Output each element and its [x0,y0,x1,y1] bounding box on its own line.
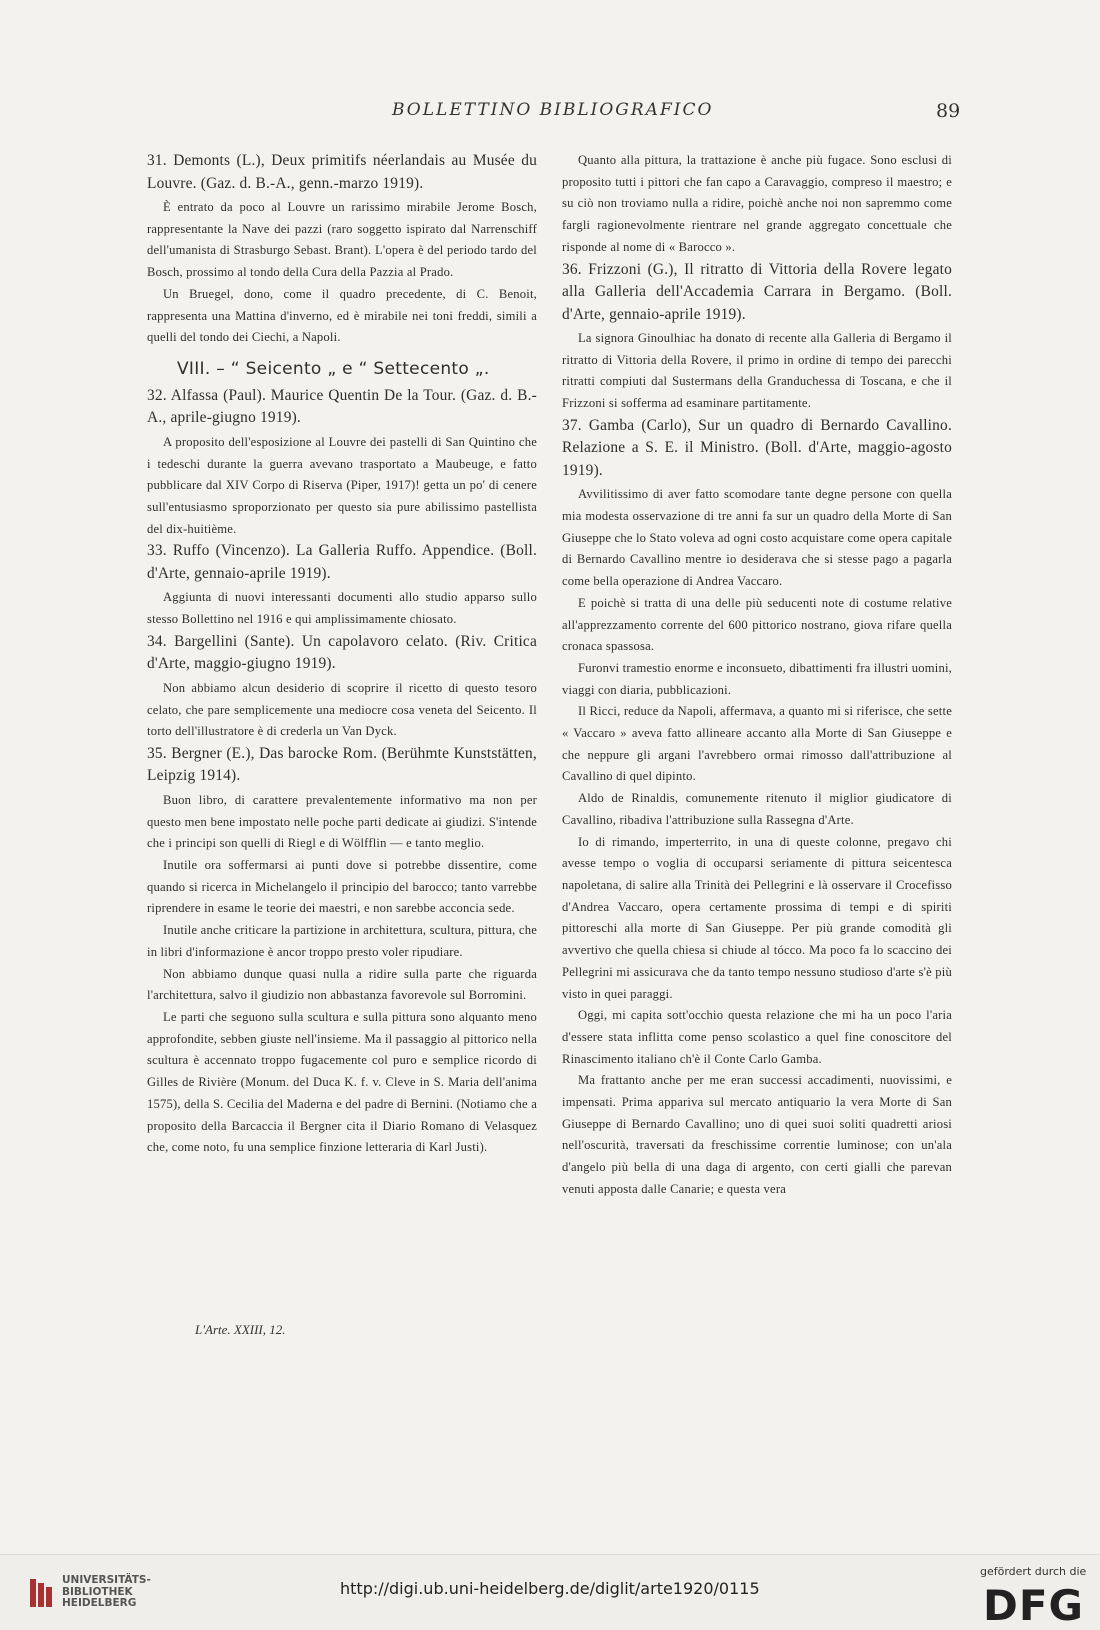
paragraph: Oggi, mi capita sott'occhio questa relazione che mi ha un poco l'aria d'essere stata inflitta come penso scolastico a quel fine conoscitore del Rinascimento italiano ch'è il Conte Carlo Gamba. [562,1008,952,1066]
paragraph: Le parti che seguono sulla scultura e sulla pittura sono alquanto meno approfondite, sebben giuste nell'insieme. Ma il passaggio al pittorico nella scultura è accennato troppo fugacemente col puro e semplice ricordo di Gilles de Rivière (Monum. del Duca K. f. v. Cleve in S. Maria dell'anima 1575), della S. Cecilia del Maderna e del padre di Bernini. (Notiamo che a proposito della Barcaccia il Bergner cita il Diario Romano di Velasquez che, come noto, fu una semplice finzione letteraria di Karl Justi). [147,1009,537,1155]
paragraph: Un Bruegel, dono, come il quadro precedente, di C. Benoit, rappresenta una Mattina d'inverno, ed è mirabile nei toni freddi, simili a quelli del tondo dei Ciechi, a Napoli. [147,286,537,345]
running-header: BOLLETTINO BIBLIOGRAFICO [392,100,714,120]
viewer-footer [0,1554,1100,1630]
paragraph: Non abbiamo dunque quasi nulla a ridire sulla parte che riguarda l'architettura, salvo il giudizio non abbastanza favorevole sul Borromini. [147,966,537,1003]
signature-mark: L'Arte. XXIII, 12. [195,1322,286,1337]
library-line-2: BIBLIOTHEK [62,1585,133,1598]
library-line-3: HEIDELBERG [62,1597,137,1609]
paragraph: Buon libro, di carattere prevalentemente informativo ma non per questo men bene impostato nelle poche parti dedicate ai giudizi. S'intende che i principi son quelli di Riegl e di Wölfflin — e tanto meglio. [147,792,537,851]
section-heading: VIII. – “ Seicento „ e “ Settecento „. [177,358,490,379]
page-number: 89 [936,100,961,122]
paragraph: A proposito dell'esposizione al Louvre dei pastelli di San Quintino che i tedeschi durante la guerra avevano trasportato a Maubeuge, e fatto pubblicare dal XIV Corpo di Riserva (Piper, 1917)! getta un po' di cenere sull'entusiasmo sproporzionato per questo sia pure abilissimo pastellista del dix-huitième. [147,434,537,536]
right-column [562,150,952,1201]
paragraph: Io di rimando, imperterrito, in una di queste colonne, pregavo chi avesse tempo o voglia di occuparsi seriamente di pittura seicentesca napoletana, di salire alla Trinità dei Pellegrini e là osservare il Crocefisso d'Andrea Vaccaro, opera certamente prossima di tempi e di spiriti pittoreschi alla morte di San Giuseppe. Per più grande comodità gli avvertivo che quella chiesa si chiude al tócco. Ma poco fa lo scaccino dei Pellegrini mi assicurava che da tanto tempo nessuno studioso d'arte s'è più visto in quei paraggi. [562,834,952,1001]
paragraph: Inutile anche criticare la partizione in architettura, scultura, pittura, che in libri d'informazione è ancor troppo presto voler ripudiare. [147,923,537,959]
paragraph: Aldo de Rinaldis, comunemente ritenuto il miglior giudicatore di Cavallino, ribadiva l'attribuzione sulla Rassegna d'Arte. [562,791,952,827]
paragraph: Il Ricci, reduce da Napoli, affermava, a quanto mi si riferisce, che sette « Vaccaro » aveva fatto allineare accanto alla Morte di San Giuseppe e che neppure gli argani l'avrebbero ormai rimosso dall'attribuzione al Cavallino di quel dipinto. [562,704,952,784]
paragraph: Avvilitissimo di aver fatto scomodare tante degne persone con quella mia modesta osservazione di tre anni fa sur un quadro della Morte di San Giuseppe che lo Stato voleva ad ogni costo acquistare come opera capitale di Bernardo Cavallino mentre io desiderava che si stesse pago a pagarla come bella operazione di Andrea Vaccaro. [562,487,952,589]
paragraph: Furonvi tramestio enorme e inconsueto, dibattimenti fra illustri uomini, viaggi con diaria, pubblicazioni. [562,660,952,697]
bibliography-entry-title: 31. Demonts (L.), Deux primitifs néerlandais au Musée du Louvre. (Gaz. d. B.-A., genn.-marzo 1919). [147,152,537,192]
paragraph: E poichè si tratta di una delle più seducenti note di costume relative all'apprezzamento corrente del 600 pittorico nostrano, giova rifare quella cronaca spassosa. [562,595,952,654]
paragraph: Inutile ora soffermarsi ai punti dove si potrebbe dissentire, come quando si ricerca in Michelangelo il principio del barocco; tanto varrebbe riprendere in esame le teorie dei maestri, e non sarebbe acconcia sede. [147,858,537,916]
bibliography-entry-title: 37. Gamba (Carlo), Sur un quadro di Bernardo Cavallino. Relazione a S. E. il Ministro. (Boll. d'Arte, maggio-agosto 1919). [562,416,952,479]
bibliography-entry-title: 32. Alfassa (Paul). Maurice Quentin De la Tour. (Gaz. d. B.-A., aprile-giugno 1919). [147,386,537,427]
paragraph: Quanto alla pittura, la trattazione è anche più fugace. Sono esclusi di proposito tutti i pittori che fan capo a Caravaggio, compreso il maestro; e su ciò non troviamo nulla a ridire, poichè anche noi non sapremmo come fargli ragionevolmente rientrare nel grande aggregato concettuale che risponde al nome di « Barocco ». [562,153,952,254]
library-line-1: UNIVERSITÄTS- [62,1574,151,1586]
bibliography-entry-title: 36. Frizzoni (G.), Il ritratto di Vittoria della Rovere legato alla Galleria dell'Accademia Carrara in Bergamo. (Boll. d'Arte, gennaio-aprile 1919). [562,260,952,323]
left-column [147,150,537,1159]
paragraph: La signora Ginoulhiac ha donato di recente alla Galleria di Bergamo il ritratto di Vittoria della Rovere, il primo in ordine di tempo dei parecchi ritratti compiuti dal Sustermans della Granduchessa di Toscana, e che il Frizzoni si sofferma ad esaminare partitamente. [562,331,952,411]
paragraph: Non abbiamo alcun desiderio di scoprire il ricetto di questo tesoro celato, che pare semplicemente una mediocre cosa veneta del Seicento. Il torto dell'illustratore è di crederla un Van Dyck. [147,680,537,739]
permalink-url[interactable]: http://digi.ub.uni-heidelberg.de/diglit/arte1920/0115 [340,1579,760,1598]
bibliography-entry-title: 35. Bergner (E.), Das barocke Rom. (Berühmte Kunststätten, Leipzig 1914). [147,744,537,785]
library-name [62,1575,151,1610]
paragraph: Aggiunta di nuovi interessanti documenti allo studio apparso sullo stesso Bollettino nel 1916 e qui amplissimamente chiosato. [147,590,537,627]
bibliography-entry-title: 33. Ruffo (Vincenzo). La Galleria Ruffo. Appendice. (Boll. d'Arte, gennaio-aprile 1919). [147,542,537,582]
bibliography-entry-title: 34. Bargellini (Sante). Un capolavoro celato. (Riv. Critica d'Arte, maggio-giugno 1919). [147,632,537,673]
university-logo-icon [26,1575,66,1611]
dfg-logo: DFG [983,1581,1085,1630]
paragraph: Ma frattanto anche per me eran successi accadimenti, nuovissimi, e impensati. Prima appariva sul mercato antiquario la vera Morte di San Giuseppe di Bernardo Cavallino; uno di quei suoi soliti quadretti ariosi nell'oscurità, traversati da freschissime correntie luminose; con un'ala d'angelo più bella di una daga di argento, con certi gialli che parevan venuti apposta dalle Canarie; e questa vera [562,1073,952,1196]
paragraph: È entrato da poco al Louvre un rarissimo mirabile Jerome Bosch, rappresentante la Nave dei pazzi (raro soggetto ispirato dal Narrenschiff dell'umanista di Strasburgo Sebast. Brant). L'opera è del periodo tardo del Bosch, prossimo al tondo della Cura della Pazzia al Prado. [147,200,537,280]
funded-by-label: gefördert durch die [980,1565,1087,1578]
